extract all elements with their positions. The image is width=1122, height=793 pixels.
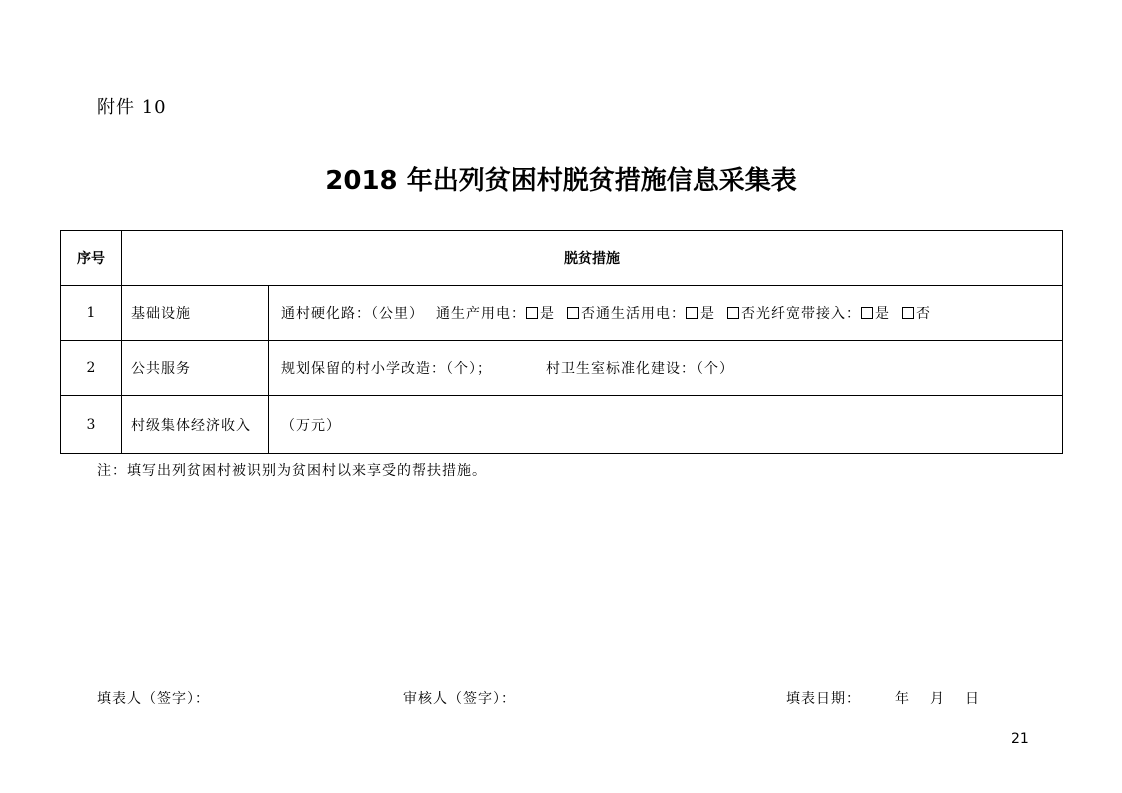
page-title: 2018 年出列贫困村脱贫措施信息采集表 [325, 166, 797, 196]
table-row [61, 286, 1063, 341]
attachment-label: 附件 10 [97, 97, 167, 118]
option-no: 否 [581, 306, 596, 322]
row-content [269, 396, 1063, 454]
option-yes: 是 [700, 306, 715, 322]
page-number: 21 [1011, 731, 1029, 747]
income-unit-label: （万元） [281, 417, 341, 434]
date-label: 填表日期： [786, 691, 861, 707]
checkbox-icon[interactable] [686, 307, 698, 319]
row-category: 公共服务 [122, 341, 269, 396]
option-no: 否 [741, 306, 756, 322]
table-header-row [61, 231, 1063, 286]
row-category: 村级集体经济收入 [122, 396, 269, 454]
checkbox-icon[interactable] [567, 307, 579, 319]
row-content [269, 286, 1063, 341]
row-seq: 3 [61, 396, 122, 454]
table-note: 注：填写出列贫困村被识别为贫困村以来享受的帮扶措施。 [97, 463, 487, 479]
header-seq: 序号 [61, 231, 122, 286]
checkbox-icon[interactable] [526, 307, 538, 319]
row-content [269, 341, 1063, 396]
date-year: 年 [895, 691, 910, 707]
checkbox-icon[interactable] [861, 307, 873, 319]
row-seq: 1 [61, 286, 122, 341]
option-yes: 是 [875, 306, 890, 322]
option-yes: 是 [540, 306, 555, 322]
road-label: 通村硬化路：（公里） [281, 306, 424, 322]
table-row [61, 341, 1063, 396]
reviewer-signature-label: 审核人（签字）： [403, 691, 516, 707]
checkbox-icon[interactable] [727, 307, 739, 319]
school-renovation-label: 规划保留的村小学改造：（个）； [281, 361, 492, 377]
broadband-label: 光纤宽带接入： [756, 306, 861, 322]
table-row [61, 396, 1063, 454]
date-day: 日 [965, 691, 980, 707]
option-no: 否 [916, 306, 931, 322]
date-month: 月 [930, 691, 945, 707]
living-power-label: 通生活用电： [596, 306, 686, 322]
production-power-label: 通生产用电： [436, 306, 526, 322]
checkbox-icon[interactable] [902, 307, 914, 319]
row-category: 基础设施 [122, 286, 269, 341]
row-seq: 2 [61, 341, 122, 396]
filler-signature-label: 填表人（签字）： [97, 691, 210, 707]
fill-date [786, 688, 980, 708]
clinic-construction-label: 村卫生室标准化建设：（个） [546, 361, 734, 377]
header-measures: 脱贫措施 [122, 231, 1063, 286]
info-table [60, 230, 1063, 454]
